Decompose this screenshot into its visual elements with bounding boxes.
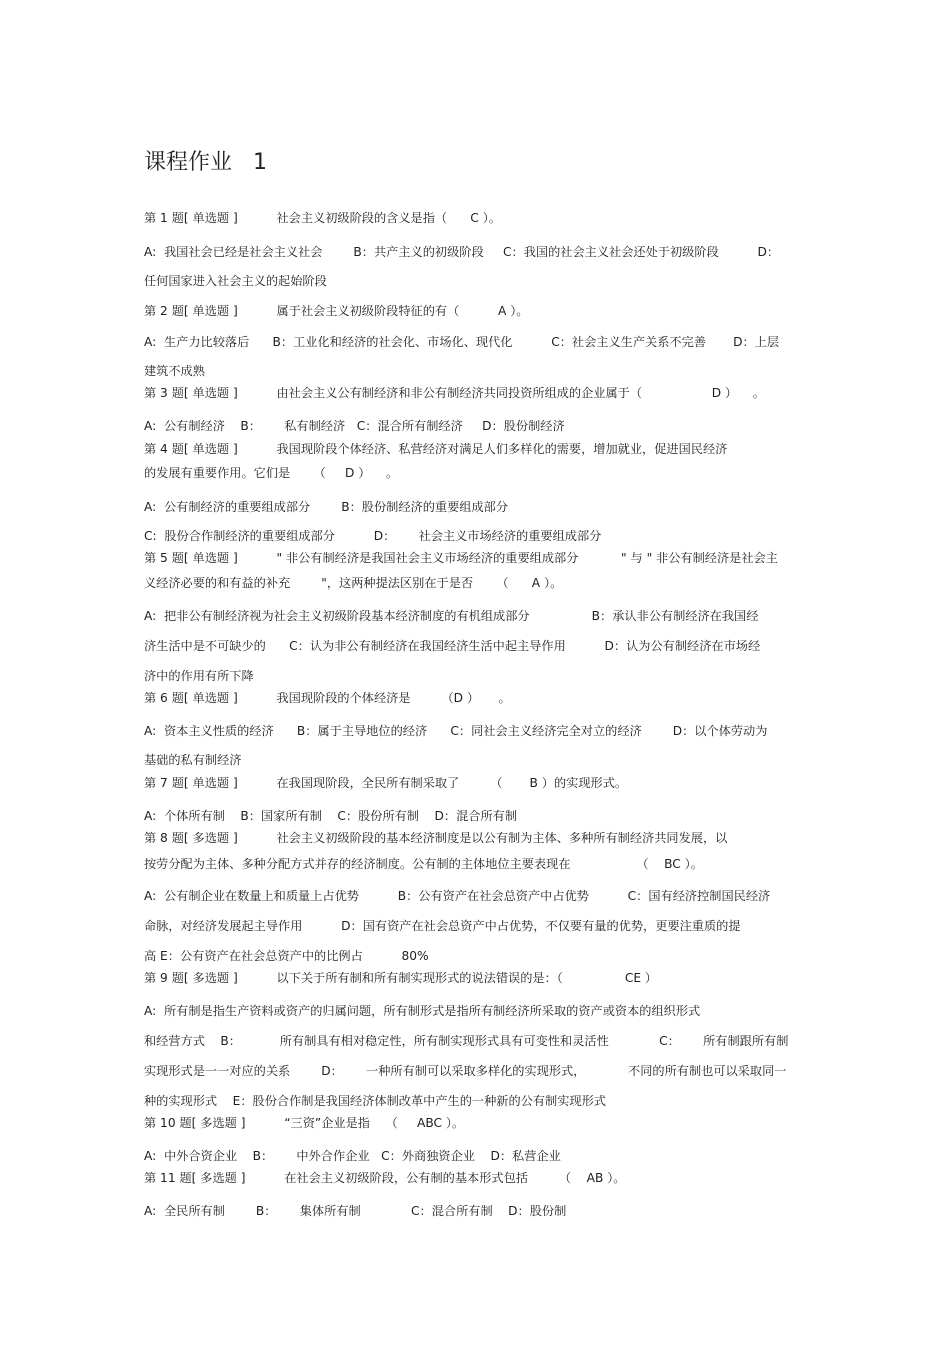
question-5-stem: 第 5 题[ 单选题 ] " 非公有制经济是我国社会主义市场经济的重要组成部分 " 与 " 非公有制经济是社会主 [144, 551, 778, 565]
question-8-stem: 第 8 题[ 多选题 ] 社会主义初级阶段的基本经济制度是以公有制为主体、多种所有制经济共同发展，以 [144, 831, 728, 845]
question-9-options: A: 所有制是指生产资料或资产的归属问题，所有制形式是指所有制经济所采取的资产或资本的组织形式 [144, 1004, 701, 1018]
question-9-options-cont3: 种的实现形式 E：股份合作制是我国经济体制改革中产生的一种新的公有制实现形式 [144, 1094, 606, 1108]
question-1-options: A: 我国社会已经是社会主义社会 B：共产主义的初级阶段 C：我国的社会主义社会还处于初级阶段 D： [144, 245, 780, 259]
question-4-options: A: 公有制经济的重要组成部分 B：股份制经济的重要组成部分 [144, 500, 509, 514]
question-8-stem-cont: 按劳分配为主体、多种分配方式并存的经济制度。公有制的主体地位主要表现在 （ BC ）。 [144, 857, 703, 871]
question-6-stem: 第 6 题[ 单选题 ] 我国现阶段的个体经济是 （D ） 。 [144, 691, 511, 705]
question-2-stem: 第 2 题[ 单选题 ] 属于社会主义初级阶段特征的有（ A ）。 [144, 304, 529, 318]
question-7-stem: 第 7 题[ 单选题 ] 在我国现阶段，全民所有制采取了 （ B ）的实现形式。 [144, 776, 628, 790]
question-4-options-cont: C: 股份合作制经济的重要组成部分 D： 社会主义市场经济的重要组成部分 [144, 529, 602, 543]
question-2-options-cont: 建筑不成熟 [144, 364, 205, 378]
question-8-options-cont: 命脉，对经济发展起主导作用 D：国有资产在社会总资产中占优势，不仅要有量的优势，更要注重质的提 [144, 919, 741, 933]
question-1-stem: 第 1 题[ 单选题 ] 社会主义初级阶段的含义是指（ C ）。 [144, 211, 501, 225]
question-3-options: A: 公有制经济 B： 私有制经济 C：混合所有制经济 D：股份制经济 [144, 419, 565, 433]
document-title: 课程作业 1 [144, 150, 267, 175]
question-4-stem-cont: 的发展有重要作用。它们是 （ D ） 。 [144, 466, 399, 480]
question-5-options-cont: 济生活中是不可缺少的 C：认为非公有制经济在我国经济生活中起主导作用 D：认为公有制经济在市场经 [144, 639, 761, 653]
question-8-options: A: 公有制企业在数量上和质量上占优势 B：公有资产在社会总资产中占优势 C：国有经济控制国民经济 [144, 889, 771, 903]
question-10-stem: 第 10 题[ 多选题 ] “三资”企业是指 （ ABC ）。 [144, 1116, 465, 1130]
question-11-stem: 第 11 题[ 多选题 ] 在社会主义初级阶段，公有制的基本形式包括 （ AB ）。 [144, 1171, 626, 1185]
question-8-options-cont2: 高 E：公有资产在社会总资产中的比例占 80% [144, 949, 429, 963]
question-9-options-cont2: 实现形式是一一对应的关系 D： 一种所有制可以采取多样化的实现形式， 不同的所有制也可以采取同一 [144, 1064, 787, 1078]
question-5-options: A: 把非公有制经济视为社会主义初级阶段基本经济制度的有机组成部分 B：承认非公有制经济在我国经 [144, 609, 759, 623]
question-10-options: A: 中外合资企业 B： 中外合作企业 C：外商独资企业 D：私营企业 [144, 1149, 561, 1163]
question-5-stem-cont: 义经济必要的和有益的补充 "，这两种提法区别在于是否 （ A ）。 [144, 576, 563, 590]
question-9-stem: 第 9 题[ 多选题 ] 以下关于所有制和所有制实现形式的说法错误的是：（ CE ） [144, 971, 658, 985]
question-3-stem: 第 3 题[ 单选题 ] 由社会主义公有制经济和非公有制经济共同投资所组成的企业属于（ D ） 。 [144, 386, 765, 400]
question-4-stem: 第 4 题[ 单选题 ] 我国现阶段个体经济、私营经济对满足人们多样化的需要，增加就业，促进国民经济 [144, 442, 728, 456]
question-6-options-cont: 基础的私有制经济 [144, 753, 242, 767]
question-1-options-cont: 任何国家进入社会主义的起始阶段 [144, 274, 327, 288]
question-9-options-cont: 和经营方式 B： 所有制具有相对稳定性，所有制实现形式具有可变性和灵活性 C： 所有制跟所有制 [144, 1034, 789, 1048]
question-5-options-cont2: 济中的作用有所下降 [144, 669, 254, 683]
question-2-options: A: 生产力比较落后 B：工业化和经济的社会化、市场化、现代化 C：社会主义生产关系不完善 D：上层 [144, 335, 780, 349]
question-6-options: A: 资本主义性质的经济 B：属于主导地位的经济 C：同社会主义经济完全对立的经济 D：以个体劳动为 [144, 724, 768, 738]
question-7-options: A: 个体所有制 B：国家所有制 C：股份所有制 D：混合所有制 [144, 809, 518, 823]
question-11-options: A: 全民所有制 B： 集体所有制 C：混合所有制 D：股份制 [144, 1204, 567, 1218]
